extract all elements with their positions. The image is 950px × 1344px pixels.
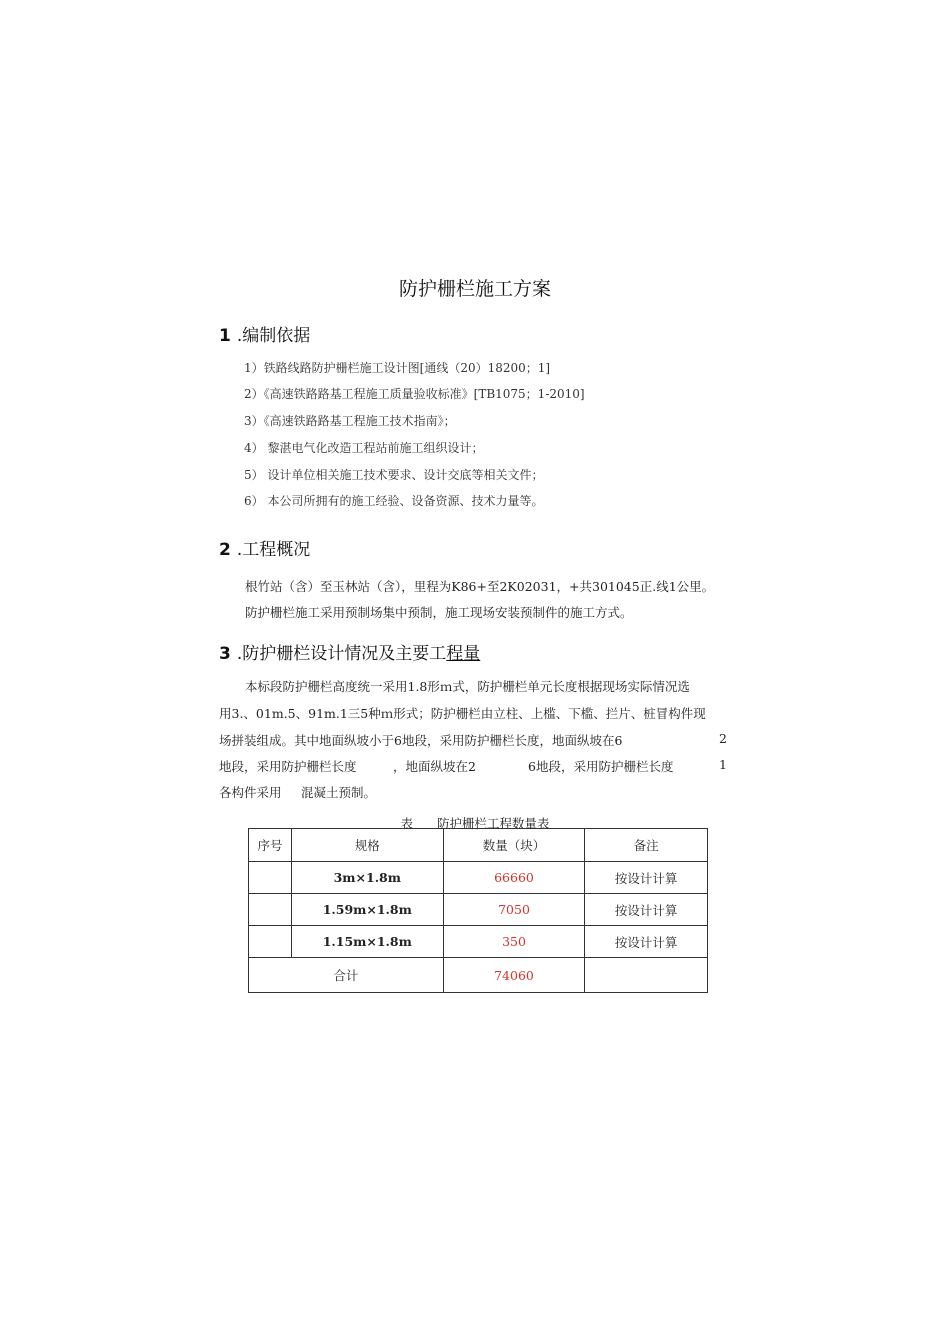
table-row: [249, 862, 708, 894]
quantity-cell: 350: [443, 926, 585, 958]
spec-cell: 1.15m×1.8m: [291, 926, 443, 958]
section-title: .工程概况: [236, 540, 311, 560]
section-title: .防护栅栏设计情况及主要工: [236, 644, 447, 664]
section-title: .编制依据: [236, 326, 311, 346]
section-2-heading: [219, 535, 310, 560]
design-text-line: 用3.、01m.5、91m.1三5种ｍ形式；防护栅栏由立柱、上槛、下槛、拦片、桩冒构件现: [219, 706, 706, 721]
quantity-cell: 66660: [443, 862, 585, 894]
note-cell: 按设计计算: [585, 894, 708, 926]
design-text-fragment: 1: [719, 757, 727, 772]
overview-paragraph: 防护栅栏施工采用预制场集中预制，施工现场安装预制件的施工方式。: [245, 605, 633, 620]
design-text-fragment: 2: [719, 731, 727, 746]
section-1-heading: [219, 321, 310, 346]
table-row: [249, 894, 708, 926]
overview-paragraph: 根竹站（含）至玉林站（含），里程为K86+至2K02031，+共301045正.线1公里。: [245, 579, 715, 594]
section-number: 1: [219, 326, 231, 346]
header-cell: 备注: [585, 829, 708, 862]
spec-cell: 1.59m×1.8m: [291, 894, 443, 926]
header-cell: 规格: [291, 829, 443, 862]
table-row: [249, 926, 708, 958]
spec-cell: 3m×1.8m: [291, 862, 443, 894]
section-number: 2: [219, 540, 231, 560]
basis-item: 3）《高速铁路路基工程施工技术指南》；: [244, 414, 456, 428]
design-text-fragment: 地段，采用防护栅栏长度: [219, 759, 357, 774]
total-label-cell: 合计: [249, 958, 444, 993]
design-text-fragment: ，地面纵坡在2: [393, 759, 476, 774]
section-number: 3: [219, 644, 231, 664]
basis-item: 4） 黎湛电气化改造工程站前施工组织设计；: [244, 441, 484, 455]
design-text-fragment: 各构件采用: [219, 785, 282, 800]
page-title: 防护栅栏施工方案: [398, 278, 551, 300]
note-cell: 按设计计算: [585, 862, 708, 894]
row-number-cell: [249, 894, 292, 926]
design-text-fragment: 混凝土预制。: [301, 785, 377, 800]
design-text-line: 场拼装组成。其中地面纵坡小于6地段，采用防护栅栏长度，地面纵坡在6: [219, 733, 623, 748]
section-title-underlined: 程量: [446, 644, 481, 664]
total-quantity-cell: 74060: [443, 958, 585, 993]
basis-item: 6） 本公司所拥有的施工经验、设备资源、技术力量等。: [244, 494, 544, 508]
table-header-row: [249, 829, 708, 862]
design-text-fragment: 6地段，采用防护栅栏长度: [528, 759, 674, 774]
table-caption-text: 防护栅栏工程数量表: [437, 816, 550, 831]
quantity-table: [248, 828, 708, 993]
total-note-cell: [585, 958, 708, 993]
table-total-row: [249, 958, 708, 993]
basis-item: 1）铁路线路防护栅栏施工设计图[通线（20）18200；1]: [244, 361, 551, 375]
header-cell: 序号: [249, 829, 292, 862]
basis-item: 5） 设计单位相关施工技术要求、设计交底等相关文件；: [244, 468, 544, 482]
note-cell: 按设计计算: [585, 926, 708, 958]
design-text-line: 本标段防护栅栏高度统一采用1.8形ｍ式，防护栅栏单元长度根据现场实际情况选: [245, 679, 690, 694]
row-number-cell: [249, 862, 292, 894]
header-cell: 数量（块）: [443, 829, 585, 862]
quantity-cell: 7050: [443, 894, 585, 926]
basis-item: 2）《高速铁路路基工程施工质量验收标准》[TB1075；1-2010]: [244, 387, 585, 401]
row-number-cell: [249, 926, 292, 958]
table-caption-prefix: 表: [400, 816, 413, 831]
section-3-heading: [219, 639, 480, 664]
